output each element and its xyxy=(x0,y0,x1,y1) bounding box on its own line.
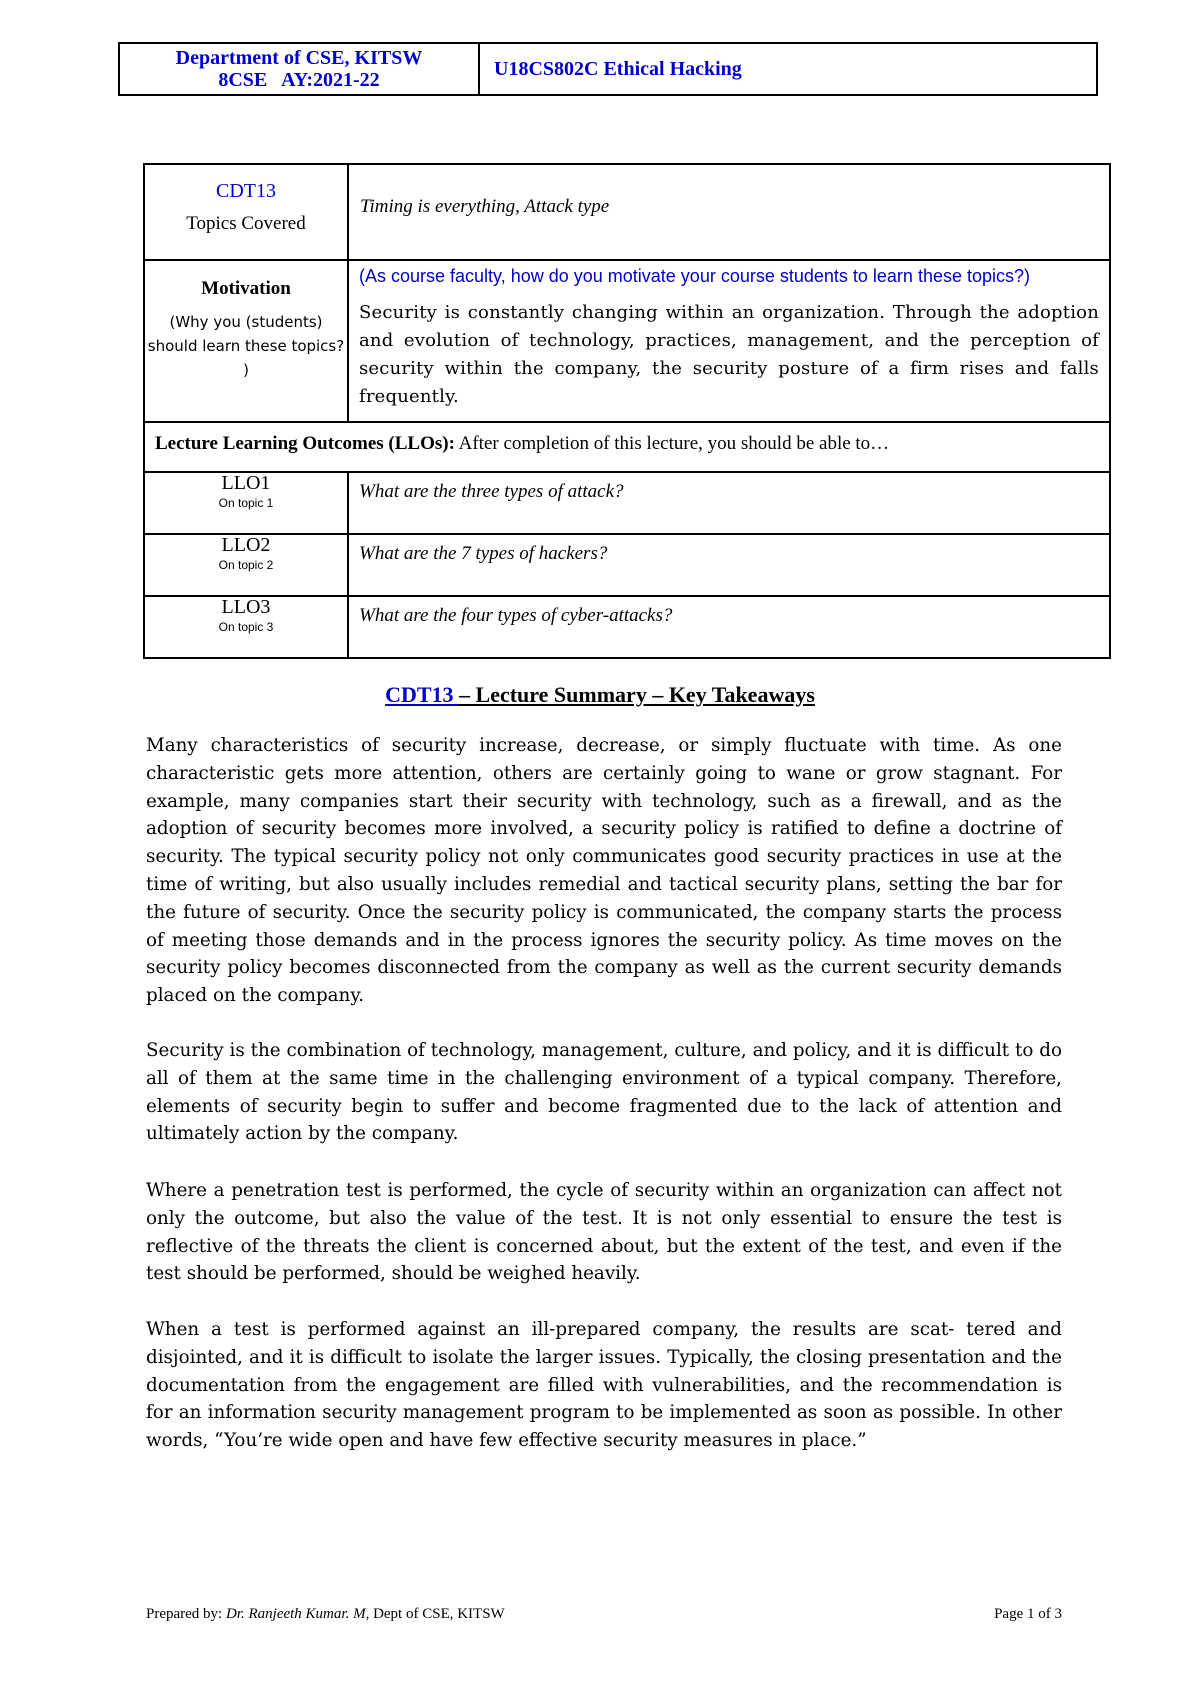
author-dept: , Dept of CSE, KITSW xyxy=(365,1606,505,1622)
llo-topic: On topic 2 xyxy=(218,558,274,572)
topics-label: Topics Covered xyxy=(186,213,306,234)
motivation-text: Security is constantly changing within an organization. Through the adoption and evolution of technology, practices, management, and the perception of security within the company, the security posture of a firm rises and falls frequently. xyxy=(359,302,1099,407)
summary-paragraph: Many characteristics of security increase, decrease, or simply fluctuate with time. As one characteristic gets more attention, others are certainly going to wane or grow stagnant. For example, many companies start their security with technology, such as a firewall, and as the adoption of security becomes more involved, a security policy is ratified to define a doctrine of security. The typical security policy not only communicates good security practices in use at the time of writing, but also usually includes remedial and tactical security plans, setting the bar for the future of security. Once the security policy is communicated, the company starts the process of meeting those demands and in the process ignores the security policy. As time moves on the security policy becomes disconnected from the company as well as the current security demands placed on the company. xyxy=(146,735,1062,1007)
summary-title xyxy=(0,682,1200,708)
summary-paragraph: Where a penetration test is performed, the cycle of security within an organization can affect not only the outcome, but also the value of the test. It is not only essential to ensure the test is reflective of the threats the client is concerned about, but the extent of the test, and even if the test should be performed, should be weighed heavily. xyxy=(146,1180,1062,1285)
motivation-title: Motivation xyxy=(201,278,291,299)
motivation-question: (As course faculty, how do you motivate your course students to learn these topics?) xyxy=(359,266,1031,286)
llo-row xyxy=(144,596,1110,658)
summary-paragraph: Security is the combination of technology, management, culture, and policy, and it is difficult to do all of them at the same time in the challenging environment of a typical company. Therefore, elements of security begin to suffer and become fragmented due to the lack of attention and ultimately action by the company. xyxy=(146,1040,1062,1145)
summary-heading: – Lecture Summary – Key Takeaways xyxy=(459,682,815,707)
llo-code-cell xyxy=(144,534,348,596)
summary-paragraph: When a test is performed against an ill-prepared company, the results are scat- tered and disjointed, and it is difficult to isolate the larger issues. Typically, the closing presentation and the documentation from the engagement are filled with vulnerabilities, and the recommendation is for an information security management program to be implemented as soon as possible. In other words, “You’re wide open and have few effective security measures in place.” xyxy=(146,1319,1062,1452)
llo-row xyxy=(144,472,1110,534)
llo-label: Lecture Learning Outcomes (LLOs): xyxy=(155,433,455,454)
llo-topic: On topic 3 xyxy=(218,620,274,634)
llo-heading xyxy=(144,422,1110,472)
llo-code: LLO1 xyxy=(221,472,271,494)
llo-intro: After completion of this lecture, you should be able to… xyxy=(454,433,890,454)
motivation-subtitle: (Why you (students) should learn these topics? ) xyxy=(147,313,345,379)
author-name: Dr. Ranjeeth Kumar. M xyxy=(225,1606,366,1622)
prepared-by xyxy=(146,1606,505,1623)
llo-code: LLO2 xyxy=(221,534,271,556)
department-name: Department of CSE, KITSW xyxy=(175,47,423,69)
cdt-code-cell xyxy=(144,164,348,260)
llo-topic: On topic 1 xyxy=(218,496,274,510)
page-footer xyxy=(146,1606,1062,1623)
document-header xyxy=(118,42,1098,96)
motivation-cell xyxy=(348,260,1110,422)
course-title: U18CS802C Ethical Hacking xyxy=(494,57,742,80)
summary-code-link[interactable]: CDT13 xyxy=(385,682,460,707)
topics-cell xyxy=(348,164,1110,260)
prepared-label: Prepared by: xyxy=(146,1606,226,1622)
llo-question: What are the three types of attack? xyxy=(348,472,1110,534)
llo-code-cell xyxy=(144,596,348,658)
motivation-label-cell xyxy=(144,260,348,422)
llo-code-cell xyxy=(144,472,348,534)
llo-question: What are the four types of cyber-attacks? xyxy=(348,596,1110,658)
llo-code: LLO3 xyxy=(221,596,271,618)
department-cell xyxy=(120,44,480,94)
page-number: Page 1 of 3 xyxy=(994,1606,1062,1622)
cdt-table xyxy=(143,163,1111,659)
academic-year: 8CSE AY:2021-22 xyxy=(218,69,380,91)
cdt-code: CDT13 xyxy=(216,180,276,202)
llo-row xyxy=(144,534,1110,596)
topics-covered: Timing is everything, Attack type xyxy=(360,196,610,217)
llo-question: What are the 7 types of hackers? xyxy=(348,534,1110,596)
